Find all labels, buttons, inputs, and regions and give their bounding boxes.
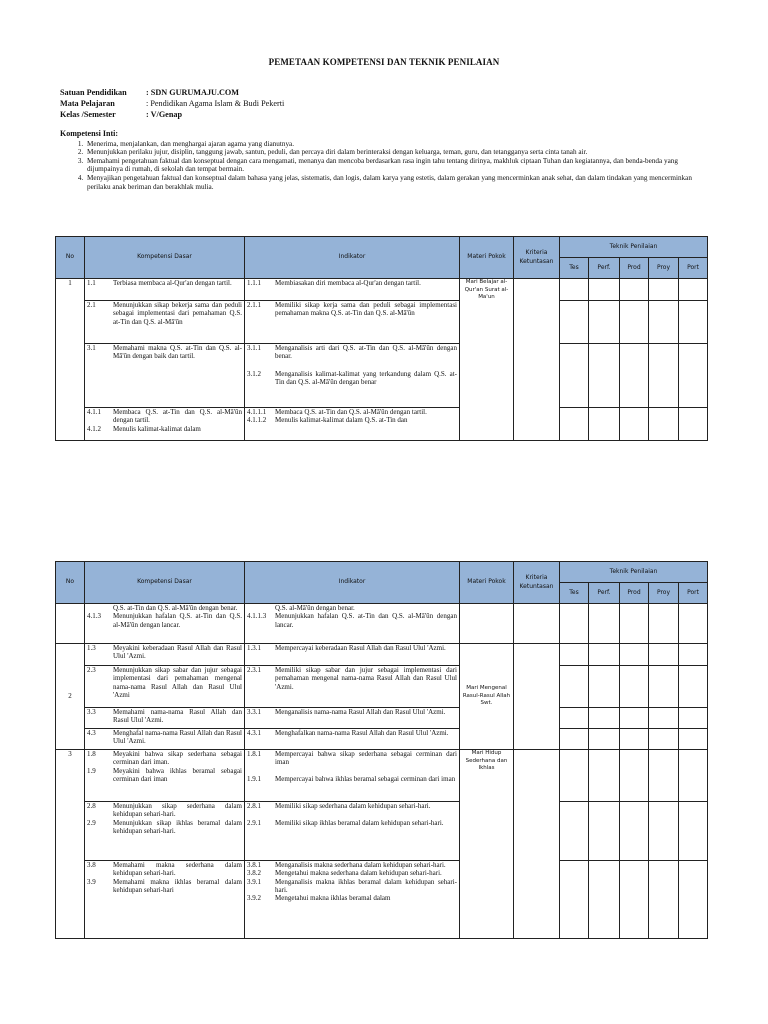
header-proy: Proy	[649, 583, 679, 604]
perf-cell	[589, 301, 620, 344]
kd-number: 2.9	[87, 818, 96, 827]
kd-text: Memahami makna ikhlas beramal dalam kehidupan sehari-hari	[113, 877, 242, 894]
indikator-cell	[245, 666, 460, 708]
kriteria-cell	[514, 644, 560, 750]
prod-cell	[620, 408, 649, 441]
kd-cell	[85, 301, 245, 344]
kd-cell	[85, 644, 245, 666]
indikator-cell	[245, 644, 460, 666]
perf-cell	[589, 802, 620, 861]
perf-cell	[589, 344, 620, 408]
meta-row-mapel	[60, 98, 284, 109]
port-cell	[679, 802, 708, 861]
header-teknik: Teknik Penilaian	[560, 237, 708, 258]
kd-cell	[85, 861, 245, 939]
indikator-cell	[245, 750, 460, 802]
ind-number: 1.1.1	[247, 279, 261, 287]
proy-cell	[649, 666, 679, 708]
kd-text: Menunjukkan sikap bekerja sama dan peduli sebagai implementasi dari pemahaman Q.S. at-Tin dan Q.S. al-Mā'ūn	[113, 301, 242, 326]
ind-number: 3.8.1	[247, 861, 261, 869]
indikator-cell	[245, 802, 460, 861]
ind-number: 3.1.2	[247, 369, 261, 378]
indikator-cell	[245, 861, 460, 939]
proy-cell	[649, 279, 679, 301]
perf-cell	[589, 604, 620, 644]
proy-cell	[649, 729, 679, 750]
kd-text: Terbiasa membaca al-Qur'an dengan tartil.	[113, 279, 232, 287]
ind-number: 4.1.1.1	[247, 408, 267, 416]
ki-item: 1. Menerima, menjalankan, dan menghargai ajaran agama yang dianutnya.	[85, 140, 710, 149]
header-tes: Tes	[560, 258, 589, 279]
perf-cell	[589, 750, 620, 802]
kd-cell	[85, 750, 245, 802]
tes-cell	[560, 408, 589, 441]
meta-label: Mata Pelajaran	[60, 99, 115, 108]
header-port: Port	[679, 258, 708, 279]
kd-number	[87, 604, 113, 612]
ind-text: Mempercayai bahwa ikhlas beramal sebagai cerminan dari iman	[275, 774, 456, 783]
meta-value: : SDN GURUMAJU.COM	[146, 88, 240, 97]
ki-list	[60, 140, 710, 192]
header-kriteria: Kriteria Ketuntasan	[514, 237, 560, 279]
header-tes: Tes	[560, 583, 589, 604]
kd-text: Meyakini bahwa ikhlas beramal sebagai cerminan dari iman	[113, 766, 242, 783]
meta-label: Satuan Pendidikan	[60, 88, 127, 97]
proy-cell	[649, 708, 679, 729]
ind-text: Menunjukkan hafalan Q.S. at-Tin dan Q.S. al-Mā'ūn dengan lancar.	[275, 612, 457, 629]
port-cell	[679, 861, 708, 939]
table-row	[56, 666, 708, 708]
tes-cell	[560, 604, 589, 644]
kd-number: 1.1	[87, 279, 96, 287]
tes-cell	[560, 802, 589, 861]
table-row	[56, 604, 708, 644]
ind-number: 4.1.1.3	[247, 612, 267, 621]
prod-cell	[620, 750, 649, 802]
kd-text: Menunjukkan sikap sederhana dalam kehidupan sehari-hari.	[113, 802, 242, 819]
header-kompetensi-dasar: Kompetensi Dasar	[85, 562, 245, 604]
prod-cell	[620, 344, 649, 408]
prod-cell	[620, 301, 649, 344]
proy-cell	[649, 802, 679, 861]
row-number: 3	[56, 750, 85, 939]
kd-cell	[85, 802, 245, 861]
kd-text: Meyakini bahwa sikap sederhana sebagai cerminan dari iman.	[113, 750, 242, 767]
kompetensi-inti	[60, 130, 710, 191]
header-kriteria: Kriteria Ketuntasan	[514, 562, 560, 604]
kd-text: Menunjukkan sikap ikhlas beramal dalam kehidupan sehari-hari.	[113, 818, 242, 835]
header-no: No	[56, 562, 85, 604]
materi-cell	[460, 604, 514, 644]
kd-number: 4.1.3	[87, 612, 101, 621]
prod-cell	[620, 861, 649, 939]
meta-row-kelas	[60, 109, 284, 120]
page-title: PEMETAAN KOMPETENSI DAN TEKNIK PENILAIAN	[268, 57, 500, 67]
perf-cell	[589, 666, 620, 708]
perf-cell	[589, 408, 620, 441]
indikator-cell	[245, 301, 460, 344]
ind-number: 2.1.1	[247, 301, 261, 309]
header-teknik: Teknik Penilaian	[560, 562, 708, 583]
header-perf: Perf.	[589, 258, 620, 279]
kd-text: Memahami makna Q.S. at-Tin dan Q.S. al- Mā'ūn dengan baik dan tartil.	[113, 344, 242, 361]
kd-text: Menghafal nama-nama Rasul Allah dan Rasul Ulul 'Azmi.	[113, 729, 242, 746]
ind-text: Q.S. al-Mā'ūn dengan benar.	[275, 604, 355, 612]
meta-value: : Pendidikan Agama Islam & Budi Pekerti	[146, 99, 285, 108]
meta-row-satuan	[60, 87, 284, 98]
table-row	[56, 408, 708, 441]
ind-number: 2.3.1	[247, 666, 261, 674]
kd-text: Menulis kalimat-kalimat dalam	[113, 424, 201, 433]
ind-number: 2.8.1	[247, 802, 261, 810]
prod-cell	[620, 708, 649, 729]
indikator-cell	[245, 729, 460, 750]
meta-value: : V/Genap	[146, 110, 183, 119]
port-cell	[679, 708, 708, 729]
header-materi: Materi Pokok	[460, 562, 514, 604]
header-perf: Perf.	[589, 583, 620, 604]
prod-cell	[620, 604, 649, 644]
port-cell	[679, 279, 708, 301]
ind-number: 3.9.1	[247, 877, 261, 886]
indikator-cell	[245, 344, 460, 408]
header-no: No	[56, 237, 85, 279]
ind-number: 4.1.1.2	[247, 416, 267, 425]
tes-cell	[560, 750, 589, 802]
header-prod: Prod	[620, 583, 649, 604]
kd-number: 1.8	[87, 750, 96, 758]
kd-text: Menunjukkan sikap sabar dan jujur sebagai implementasi dari pemahaman mengenal nama-nama Rasul Allah dan Rasul Ulul 'Azmi	[113, 666, 242, 699]
kd-text: Menunjukkan hafalan Q.S. at-Tin dan Q.S. al-Mā'ūn dengan lancar.	[113, 612, 242, 629]
indikator-cell	[245, 708, 460, 729]
table-row	[56, 279, 708, 301]
proy-cell	[649, 644, 679, 666]
ind-text: Menganalisis makna sederhana dalam kehidupan sehari-hari.	[275, 861, 446, 869]
kd-number: 3.8	[87, 861, 96, 869]
ind-number: 3.3.1	[247, 708, 261, 716]
ind-number	[247, 604, 275, 612]
ind-text: Membiasakan diri membaca al-Qur'an dengan tartil.	[275, 279, 421, 287]
proy-cell	[649, 408, 679, 441]
ki-item: 3. Memahami pengetahuan faktual dan konseptual dengan cara mengamati, menanya dan mencoba berdasarkan rasa ingin tahu tentang dirinya, makhluk ciptaan Tuhan dan kegiatannya, dan benda-benda yang dijumpainya di rumah, di sekolah dan tempat bermain.	[85, 157, 710, 174]
port-cell	[679, 604, 708, 644]
header-port: Port	[679, 583, 708, 604]
tes-cell	[560, 301, 589, 344]
tes-cell	[560, 729, 589, 750]
kd-number: 3.9	[87, 877, 96, 886]
table-row	[56, 301, 708, 344]
ind-text: Mempercayai bahwa sikap sederhana sebagai cerminan dari iman	[275, 750, 457, 767]
indikator-cell	[245, 604, 460, 644]
kriteria-cell	[514, 604, 560, 644]
kd-number: 2.1	[87, 301, 96, 309]
kd-cell	[85, 408, 245, 441]
kd-text: Meyakini keberadaan Rasul Allah dan Rasul Ulul 'Azmi.	[113, 644, 242, 661]
competency-table-1	[55, 236, 708, 441]
kd-cell	[85, 344, 245, 408]
materi-cell: Mari Mengenal Rasul-Rasul Allah Swt.	[460, 644, 514, 750]
ind-text: Menghafalkan nama-nama Rasul Allah dan Rasul Ulul 'Azmi.	[275, 729, 449, 737]
port-cell	[679, 644, 708, 666]
kd-cell	[85, 279, 245, 301]
kd-number: 4.3	[87, 729, 96, 737]
header-materi: Materi Pokok	[460, 237, 514, 279]
kriteria-cell	[514, 279, 560, 441]
perf-cell	[589, 708, 620, 729]
header-kompetensi-dasar: Kompetensi Dasar	[85, 237, 245, 279]
kd-number: 2.3	[87, 666, 96, 674]
ind-text: Menganalisis kalimat-kalimat yang terkandung dalam Q.S. at-Tin dan Q.S. al-Mā'ūn dengan benar	[275, 369, 457, 386]
perf-cell	[589, 279, 620, 301]
table-row	[56, 729, 708, 750]
kd-cell	[85, 708, 245, 729]
kd-text: Memahami nama-nama Rasul Allah dan Rasul Ulul 'Azmi.	[113, 708, 242, 725]
ind-number: 3.8.2	[247, 869, 261, 878]
ind-text: Memiliki sikap sederhana dalam kehidupan sehari-hari.	[275, 802, 431, 810]
prod-cell	[620, 802, 649, 861]
ind-text: Memiliki sikap sabar dan jujur sebagai implementasi dari pemahaman mengenal nama-nama Rasul Allah dan Rasul Ulul 'Azmi.	[275, 666, 457, 691]
ind-number: 3.1.1	[247, 344, 261, 352]
prod-cell	[620, 666, 649, 708]
tes-cell	[560, 666, 589, 708]
document-meta	[60, 87, 284, 120]
table-row	[56, 708, 708, 729]
table-row	[56, 750, 708, 802]
prod-cell	[620, 279, 649, 301]
kriteria-cell	[514, 750, 560, 939]
table-row	[56, 344, 708, 408]
ind-number: 2.9.1	[247, 819, 261, 828]
meta-label: Kelas /Semester	[60, 110, 116, 119]
table-row	[56, 644, 708, 666]
header-indikator: Indikator	[245, 237, 460, 279]
indikator-cell	[245, 408, 460, 441]
kd-number: 4.1.1	[87, 408, 101, 416]
competency-table-2	[55, 561, 708, 939]
kd-number: 4.1.2	[87, 424, 101, 433]
ind-number: 3.9.2	[247, 894, 261, 903]
proy-cell	[649, 861, 679, 939]
port-cell	[679, 666, 708, 708]
ind-text: Menulis kalimat-kalimat dalam Q.S. at-Tin dan	[275, 416, 408, 425]
port-cell	[679, 301, 708, 344]
ind-text: Memiliki sikap ikhlas beramal dalam kehidupan sehari-hari.	[275, 819, 444, 828]
port-cell	[679, 408, 708, 441]
tes-cell	[560, 861, 589, 939]
kd-text: Memahami makna sederhana dalam kehidupan sehari-hari.	[113, 861, 242, 878]
perf-cell	[589, 861, 620, 939]
ind-text: Membaca Q.S. at-Tin dan Q.S. al-Mā'ūn dengan tartil.	[275, 408, 427, 416]
prod-cell	[620, 644, 649, 666]
proy-cell	[649, 750, 679, 802]
tes-cell	[560, 279, 589, 301]
proy-cell	[649, 301, 679, 344]
proy-cell	[649, 604, 679, 644]
port-cell	[679, 344, 708, 408]
ind-text: Menganalisis makna ikhlas beramal dalam kehidupan sehari-hari.	[275, 877, 457, 894]
table-row	[56, 861, 708, 939]
ind-number: 4.3.1	[247, 729, 261, 737]
ind-number: 1.9.1	[247, 774, 261, 783]
prod-cell	[620, 729, 649, 750]
kd-number: 2.8	[87, 802, 96, 810]
ind-number: 1.8.1	[247, 750, 261, 758]
tes-cell	[560, 644, 589, 666]
kd-number: 3.3	[87, 708, 96, 716]
ind-text: Mengetahui makna sederhana dalam kehidupan sehari-hari.	[275, 869, 442, 878]
port-cell	[679, 750, 708, 802]
kd-number: 1.3	[87, 644, 96, 652]
row-number: 1	[56, 279, 85, 441]
proy-cell	[649, 344, 679, 408]
kd-number: 1.9	[87, 766, 96, 775]
kd-text: Membaca Q.S. at-Tin dan Q.S. al-Mā'ūn dengan tartil.	[113, 408, 242, 425]
row-number	[56, 604, 85, 644]
kd-number: 3.1	[87, 344, 96, 352]
materi-cell: Mari Belajar al-Qur'an Surat al-Ma'un	[460, 279, 514, 441]
kd-text: Q.S. at-Tin dan Q.S. al-Mā'ūn dengan benar.	[113, 604, 238, 612]
port-cell	[679, 729, 708, 750]
header-prod: Prod	[620, 258, 649, 279]
header-proy: Proy	[649, 258, 679, 279]
ind-number: 1.3.1	[247, 644, 261, 652]
ind-text: Mempercayai keberadaan Rasul Allah dan Rasul Ulul 'Azmi.	[275, 644, 446, 652]
ind-text: Mengetahui makna ikhlas beramal dalam	[275, 894, 391, 903]
ki-heading: Kompetensi Inti:	[60, 129, 118, 138]
indikator-cell	[245, 279, 460, 301]
kd-cell	[85, 729, 245, 750]
tes-cell	[560, 708, 589, 729]
tes-cell	[560, 344, 589, 408]
ind-text: Menganalisis nama-nama Rasul Allah dan Rasul Ulul 'Azmi.	[275, 708, 446, 716]
kd-cell	[85, 666, 245, 708]
ind-text: Memiliki sikap kerja sama dan peduli sebagai implementasi pemahaman makna Q.S. at-Tin dan Q.S. al-Mā'ūn	[275, 301, 457, 318]
header-indikator: Indikator	[245, 562, 460, 604]
ind-text: Menganalisis arti dari Q.S. at-Tin dan Q.S. al-Mā'ūn dengan benar.	[275, 344, 457, 361]
materi-cell: Mari Hidup Sederhana dan Ikhlas	[460, 750, 514, 939]
table-row	[56, 802, 708, 861]
ki-item: 4. Menyajikan pengetahuan faktual dan konseptual dalam bahasa yang jelas, sistematis, dan logis, dalam karya yang estetis, dalam gerakan yang mencerminkan anak sehat, dan dalam tindakan yang mencerminkan perilaku anak beriman dan berakhlak mulia.	[85, 174, 710, 191]
row-number: 2	[56, 644, 85, 750]
ki-item: 2. Menunjukkan perilaku jujur, disiplin, tanggung jawab, santun, peduli, dan percaya diri dalam berinteraksi dengan keluarga, teman, guru, dan tetangganya serta cinta tanah air.	[85, 148, 710, 157]
perf-cell	[589, 729, 620, 750]
perf-cell	[589, 644, 620, 666]
kd-cell	[85, 604, 245, 644]
